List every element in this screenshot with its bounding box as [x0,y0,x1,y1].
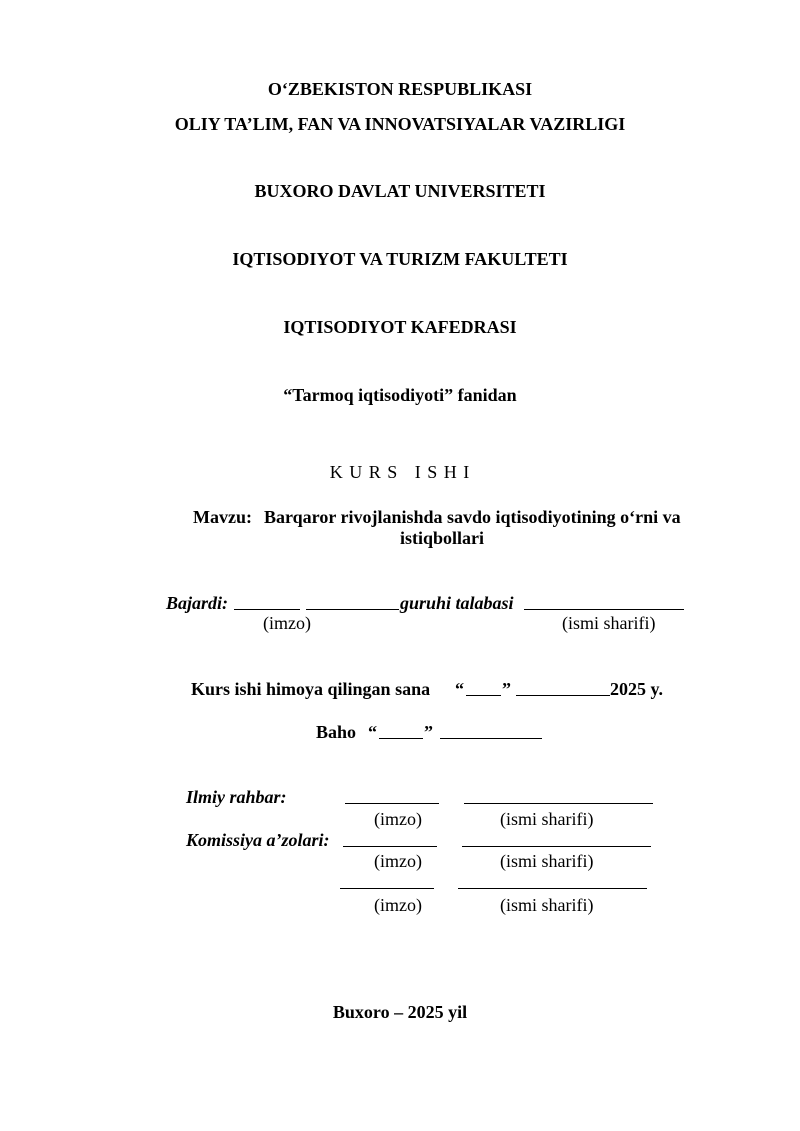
performer-label: Bajardi: [166,593,229,613]
defense-day-line [466,695,501,696]
commission-name-line-2 [458,888,647,889]
supervisor-name-caption: (ismi sharifi) [500,809,594,829]
grade-words-line [440,738,542,739]
defense-month-line [516,695,610,696]
grade-value-line [379,738,423,739]
commission-sign-caption-2: (imzo) [374,895,422,915]
performer-sign-line [234,609,300,610]
topic-line-1: Barqaror rivojlanishda savdo iqtisodiyotining o‘rni va [264,507,681,527]
performer-group-text: guruhi talabasi [400,593,514,613]
topic-line-2: istiqbollari [400,528,485,548]
topic-label: Mavzu: [193,507,252,527]
performer-group-line [306,609,399,610]
performer-name-caption: (ismi sharifi) [562,613,656,633]
defense-label: Kurs ishi himoya qilingan sana [191,679,431,699]
department-title: IQTISODIYOT KAFEDRASI [283,317,517,337]
commission-name-line-1 [462,846,651,847]
republic-title: O‘ZBEKISTON RESPUBLIKASI [267,79,533,99]
subject-line: “Tarmoq iqtisodiyoti” fanidan [283,385,517,405]
supervisor-name-line [464,803,653,804]
commission-label: Komissiya a’zolari: [186,830,330,850]
university-title: BUXORO DAVLAT UNIVERSITETI [254,181,546,201]
grade-open-quote: “ [368,722,377,742]
commission-name-caption-2: (ismi sharifi) [500,895,594,915]
defense-open-quote: “ [455,679,464,699]
ministry-title: OLIY TA’LIM, FAN VA INNOVATSIYALAR VAZIRLIGI [174,114,626,134]
grade-label: Baho [316,722,357,742]
defense-close-quote: ” [502,679,511,699]
defense-year: 2025 y. [610,679,664,699]
faculty-title: IQTISODIYOT VA TURIZM FAKULTETI [232,249,568,269]
performer-name-line [524,609,684,610]
performer-sign-caption: (imzo) [263,613,311,633]
work-type: K U R S I S H I [329,462,471,482]
grade-close-quote: ” [424,722,433,742]
commission-sign-caption-1: (imzo) [374,851,422,871]
commission-sign-line-1 [343,846,437,847]
commission-sign-line-2 [340,888,434,889]
supervisor-label: Ilmiy rahbar: [186,787,287,807]
supervisor-sign-caption: (imzo) [374,809,422,829]
supervisor-sign-line [345,803,439,804]
footer-place-year: Buxoro – 2025 yil [332,1002,468,1022]
commission-name-caption-1: (ismi sharifi) [500,851,594,871]
